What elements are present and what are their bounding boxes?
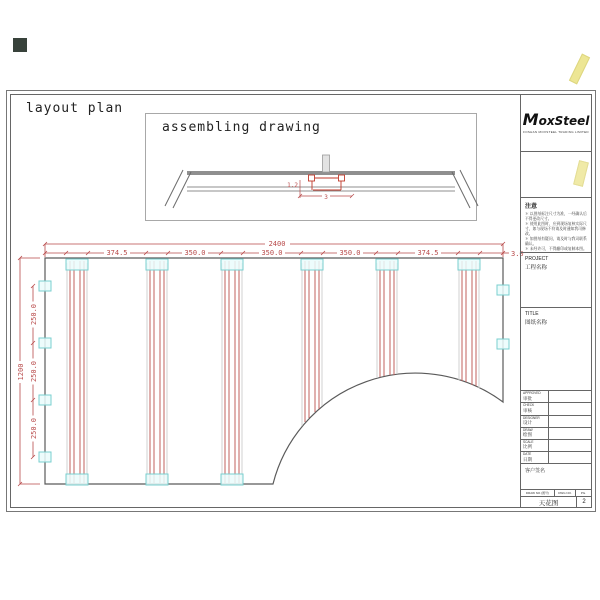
- title-name-label: 图纸名称: [525, 319, 548, 326]
- dim-top-seg-2: 350.0: [184, 249, 206, 257]
- batten-group-6: [459, 261, 479, 388]
- corner-marker: [13, 38, 27, 52]
- detail-dim-thickness: 1.2: [287, 182, 298, 189]
- page-number: 2: [582, 499, 586, 506]
- title-cell: [521, 308, 591, 392]
- row-label-en: DRAW: [523, 427, 533, 432]
- dim-top-seg-1: 374.5: [106, 249, 128, 257]
- page-frame: [7, 91, 596, 512]
- logo-cell: [521, 94, 591, 152]
- row-approved: [521, 391, 591, 403]
- row-label-zh: 审核: [523, 408, 532, 414]
- titleblock-footer: [521, 490, 591, 507]
- footer-col2-label: DWG NO.: [555, 490, 576, 496]
- dim-overall-height: 1200: [17, 363, 25, 381]
- project-name-label: 工程名称: [525, 264, 548, 271]
- row-label-en: SCALE: [523, 439, 534, 444]
- room-outline: [45, 258, 503, 484]
- dim-left-seg-2: 250.0: [30, 360, 38, 383]
- row-label-zh: 比例: [523, 444, 532, 450]
- logo-m-icon: M: [522, 110, 539, 130]
- row-check: [521, 403, 591, 415]
- title-block: [520, 94, 591, 507]
- note-item: ＊ 以图纸标注尺寸为准，一经确认后不得更改尺寸。: [525, 211, 587, 221]
- batten-group-4: [302, 261, 322, 426]
- dimension-lines: [18, 242, 509, 486]
- moxsteel-logo: [523, 110, 590, 129]
- notes-header: 注意: [525, 203, 538, 210]
- approval-rows: [521, 391, 591, 464]
- dim-top-seg-3: 350.0: [261, 249, 283, 257]
- row-label-zh: 绘图: [523, 432, 532, 438]
- assembling-drawing-title: assembling drawing: [162, 120, 321, 135]
- bolt-icon: [323, 155, 330, 172]
- drawing-name: 天花图: [521, 497, 577, 507]
- signature-label: 客户签名: [525, 468, 546, 475]
- row-label-en: APPROVED: [523, 391, 541, 396]
- row-scale: [521, 440, 591, 452]
- row-label-zh: 日期: [523, 456, 532, 462]
- note-item: ＊ 使用此图时，应到现场复核实际尺寸，如与现场不符请及时通知我司修改。: [525, 221, 587, 236]
- footer-col1-label: DRAW NO.(图号): [521, 490, 555, 496]
- row-label-en: DATE: [523, 452, 532, 456]
- dim-top-seg-5: 374.5: [417, 249, 439, 257]
- batten-group-1: [67, 261, 87, 483]
- batten-group-2: [147, 261, 167, 483]
- break-mark-right: [452, 170, 478, 208]
- row-designer: [521, 416, 591, 428]
- dim-overall-width: 2400: [268, 240, 286, 248]
- note-item: ＊ 未经许可，不得翻印或复制本图。: [525, 246, 587, 251]
- detail-dim-width: 3: [324, 194, 328, 201]
- logo-subtitle: FOSHAN MOXSTEEL TRADING LIMITED: [523, 130, 589, 135]
- batten-group-3: [222, 261, 242, 483]
- dim-right-offset: 3.0: [511, 250, 524, 258]
- note-item: ＊ 如图纸有疑问，请及时与我司联系确认。: [525, 236, 587, 246]
- batten-groups: [67, 261, 479, 483]
- title-label: TITLE: [525, 310, 539, 317]
- row-label-en: DESIGNER: [523, 415, 540, 420]
- dim-left-seg-1: 250.0: [30, 303, 38, 326]
- row-label-zh: 审批: [523, 395, 532, 401]
- row-draw: [521, 428, 591, 440]
- row-date: [521, 452, 591, 463]
- logo-text: oxSteel: [538, 114, 590, 129]
- layout-plan-title: layout plan: [26, 101, 124, 116]
- dimension-labels: [16, 239, 524, 442]
- footer-col3-label: PG.: [580, 491, 587, 496]
- project-label: PROJECT: [525, 255, 549, 262]
- dim-top-seg-4: 350.0: [339, 249, 361, 257]
- signature-cell: [521, 464, 591, 490]
- panel-section: [165, 155, 478, 208]
- clip-detail: [309, 175, 345, 190]
- notes-cell: [521, 198, 591, 253]
- clips: [39, 259, 509, 485]
- row-label-en: CHECK: [523, 403, 535, 408]
- dim-left-seg-3: 250.0: [30, 417, 38, 440]
- project-cell: [521, 253, 591, 308]
- break-mark-left: [165, 170, 191, 208]
- row-label-zh: 设计: [523, 420, 532, 426]
- batten-group-5: [377, 261, 397, 378]
